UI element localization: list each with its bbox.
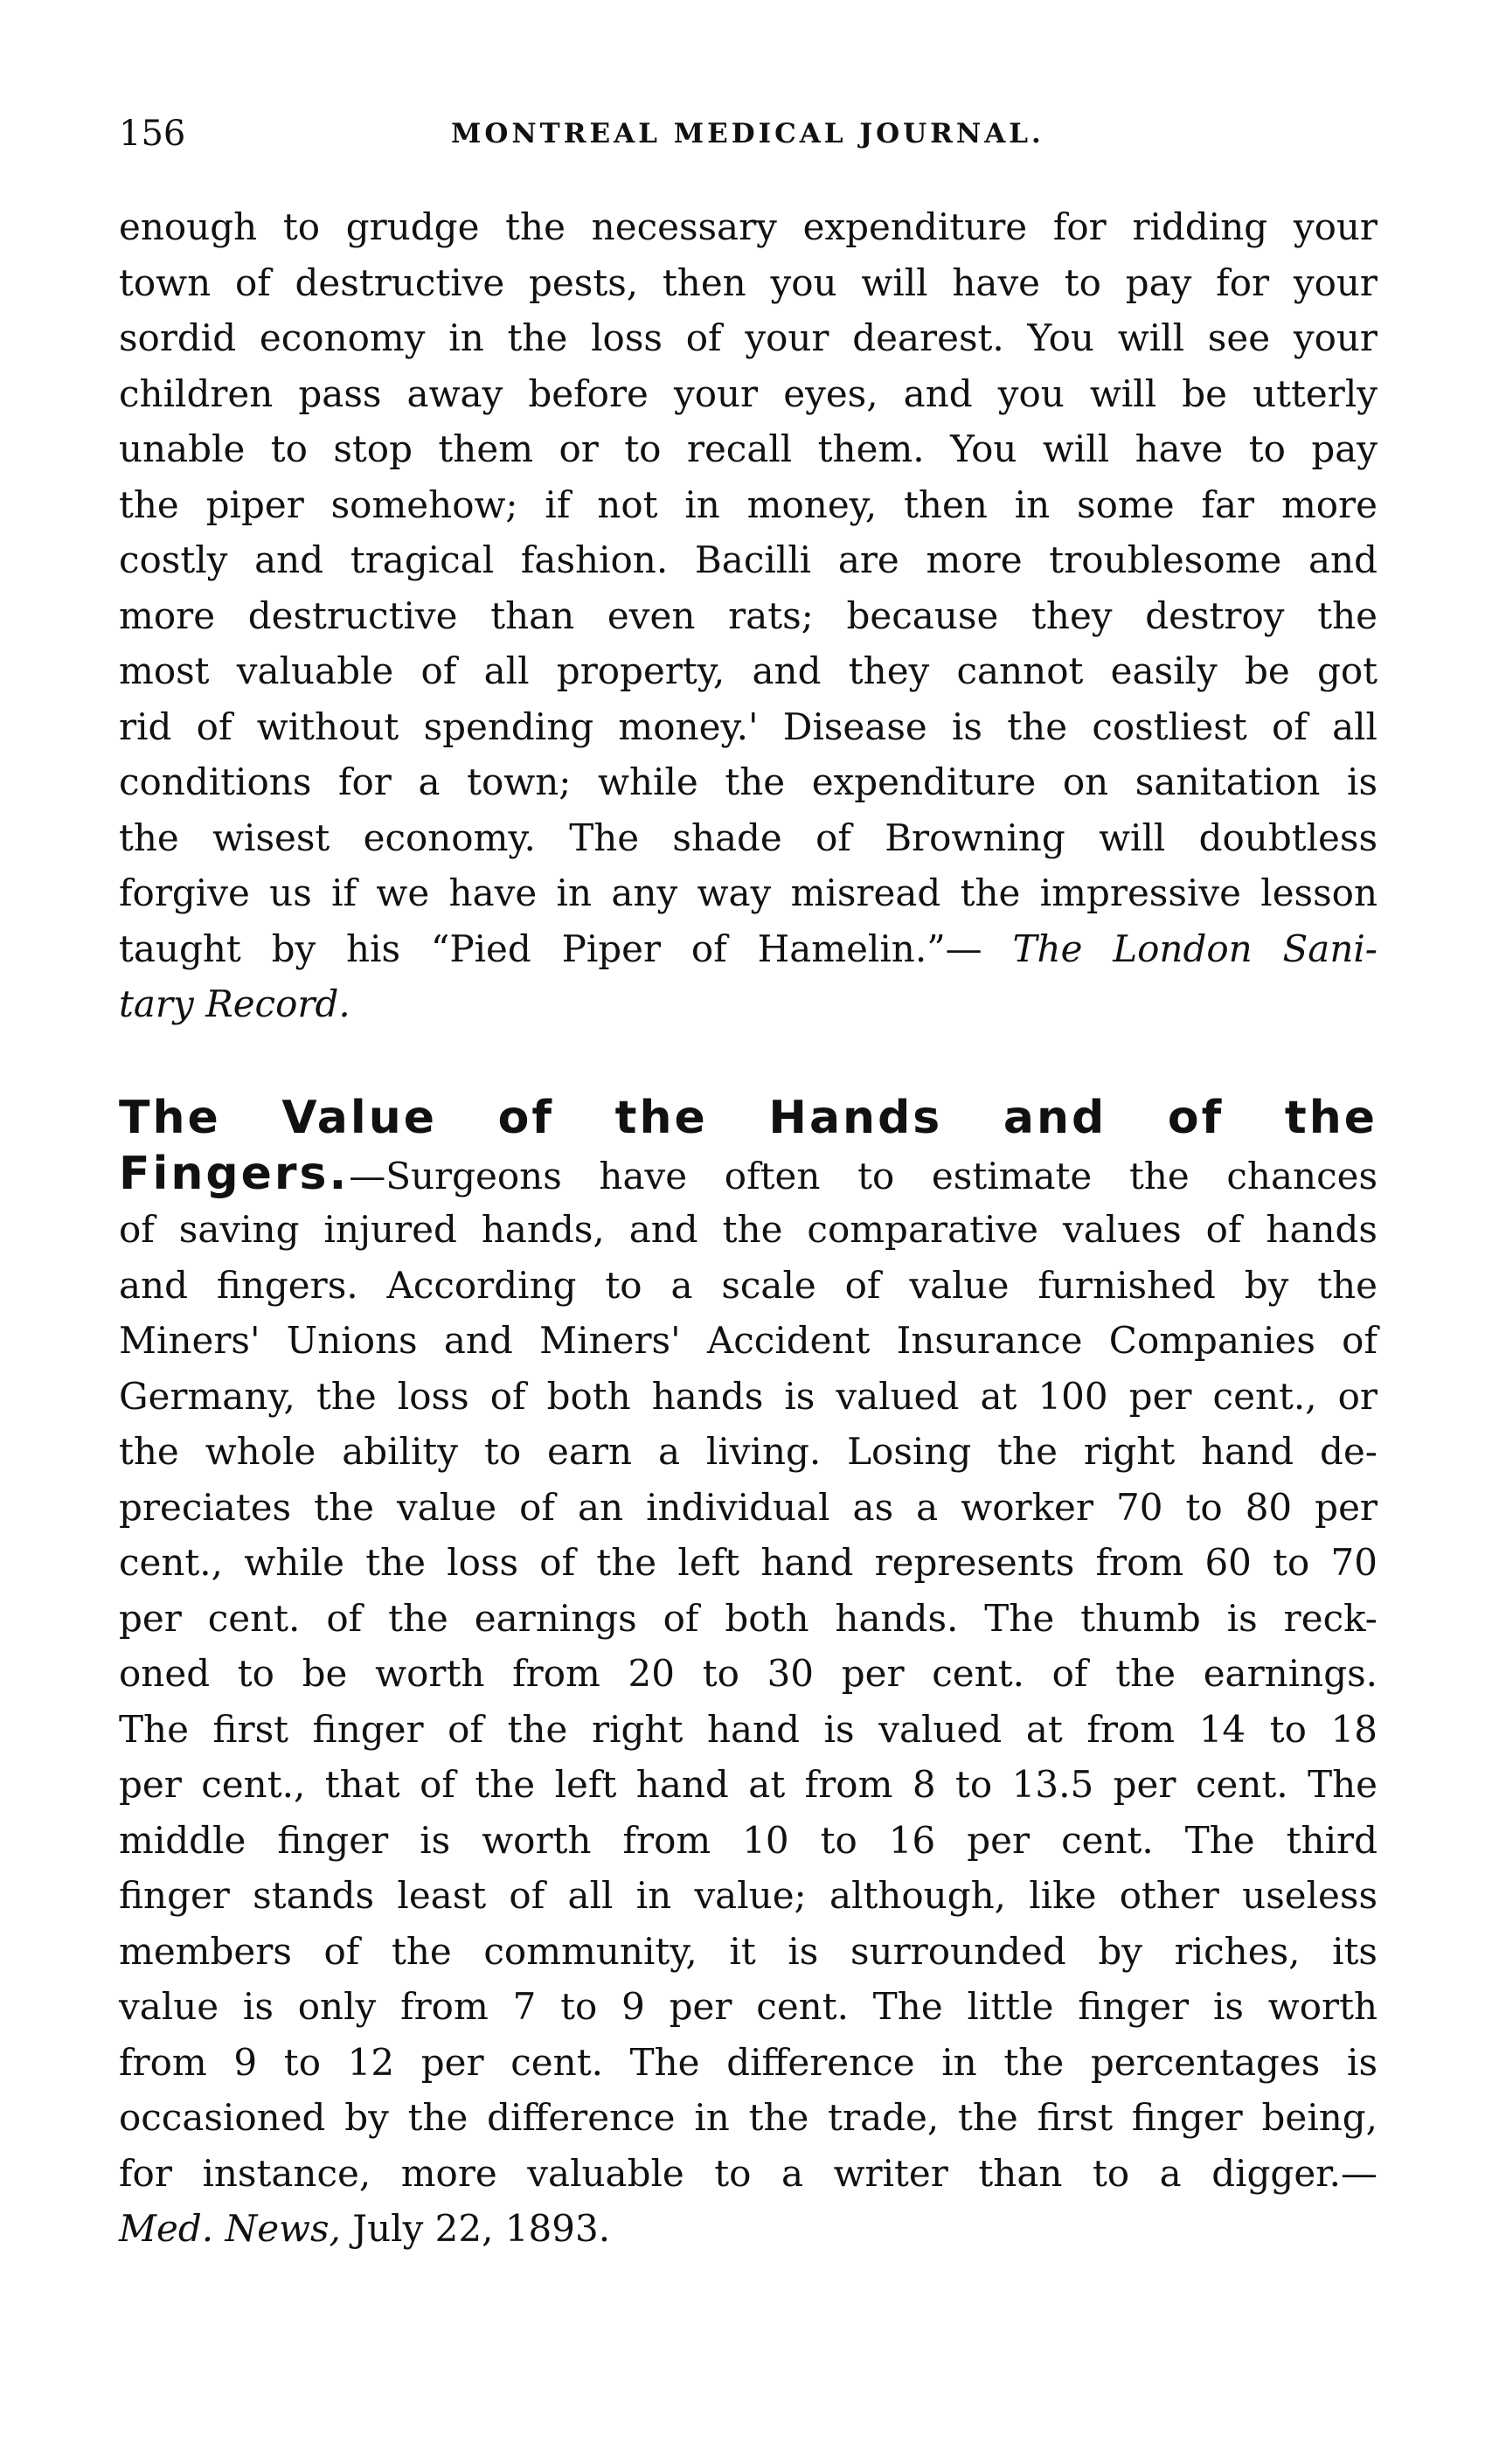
text-line [119,976,1377,1032]
text-line: Miners' Unions and Miners' Accident Insurance Companies of [119,1319,1377,1362]
text-line: per cent., that of the left hand at from 8 to 13.5 per cent. The [119,1763,1377,1806]
text-line: oned to be worth from 20 to 30 per cent. of the earnings. [119,1652,1377,1695]
text-line: rid of without spending money.' Disease is the costliest of all [119,704,1377,748]
text-line: more destructive than even rats; because they destroy the [119,593,1377,637]
text-line: Germany, the loss of both hands is valued at 100 per cent., or [119,1374,1377,1418]
text-line: from 9 to 12 per cent. The difference in the percentages is [119,2040,1377,2084]
text-line: The first finger of the right hand is valued at from 14 to 18 [119,1707,1377,1751]
text-line: the wisest economy. The shade of Browning will doubtless [119,816,1377,859]
text-line [119,2201,1377,2257]
text-line: value is only from 7 to 9 per cent. The little finger is worth [119,1985,1377,2028]
text-line: children pass away before your eyes, and you will be utterly [119,371,1377,415]
article-heading-continued: Fingers. [119,1147,350,1200]
text-line: occasioned by the difference in the trade, the first finger being, [119,2096,1377,2139]
text-line: conditions for a town; while the expenditure on sanitation is [119,760,1377,803]
article-heading [119,1091,1377,1147]
text-line: per cent. of the earnings of both hands. The thumb is reck- [119,1596,1377,1640]
text-line: preciates the value of an individual as a worker 70 to 80 per [119,1485,1377,1529]
text-line: forgive us if we have in any way misread the impressive lesson [119,871,1377,914]
page-number: 156 [119,114,186,154]
text-line: unable to stop them or to recall them. You will have to pay [119,427,1377,470]
article-value-of-hands [119,1091,1377,2257]
text-line: and fingers. According to a scale of value furnished by the [119,1263,1377,1307]
text-line: the whole ability to earn a living. Losing the right hand de- [119,1430,1377,1473]
source-citation: The London Sani- [1012,927,1377,970]
text-line-start: taught by his “Pied Piper of Hamelin.”— [119,927,982,970]
article-pied-piper [119,199,1377,1032]
running-head [119,112,1377,156]
text-line: middle finger is worth from 10 to 16 per cent. The third [119,1818,1377,1862]
text-line: enough to grudge the necessary expenditure for ridding your [119,205,1377,248]
article-heading-text: The Value of the Hands and of the [119,1092,1377,1144]
text-line: the piper somehow; if not in money, then in some far more [119,482,1377,526]
citation-date: July 22, 1893. [340,2207,611,2250]
text-line-rest: —Surgeons have often to estimate the chances [349,1154,1377,1197]
text-line: costly and tragical fashion. Bacilli are more troublesome and [119,538,1377,581]
text-line: sordid economy in the loss of your dearest. You will see your [119,316,1377,359]
journal-title: MONTREAL MEDICAL JOURNAL. [451,118,1044,149]
text-line [119,921,1377,977]
text-line: most valuable of all property, and they cannot easily be got [119,649,1377,692]
text-line: members of the community, it is surrounded by riches, its [119,1929,1377,1973]
text-line: of saving injured hands, and the comparative values of hands [119,1208,1377,1251]
source-citation-end: tary Record. [119,982,350,1025]
text-line [119,1147,1377,1203]
text-line: cent., while the loss of the left hand represents from 60 to 70 [119,1541,1377,1584]
text-line: for instance, more valuable to a writer than to a digger.— [119,2151,1377,2195]
source-citation: Med. News, [119,2207,341,2250]
text-line: finger stands least of all in value; although, like other useless [119,1874,1377,1917]
text-line: town of destructive pests, then you will have to pay for your [119,260,1377,304]
